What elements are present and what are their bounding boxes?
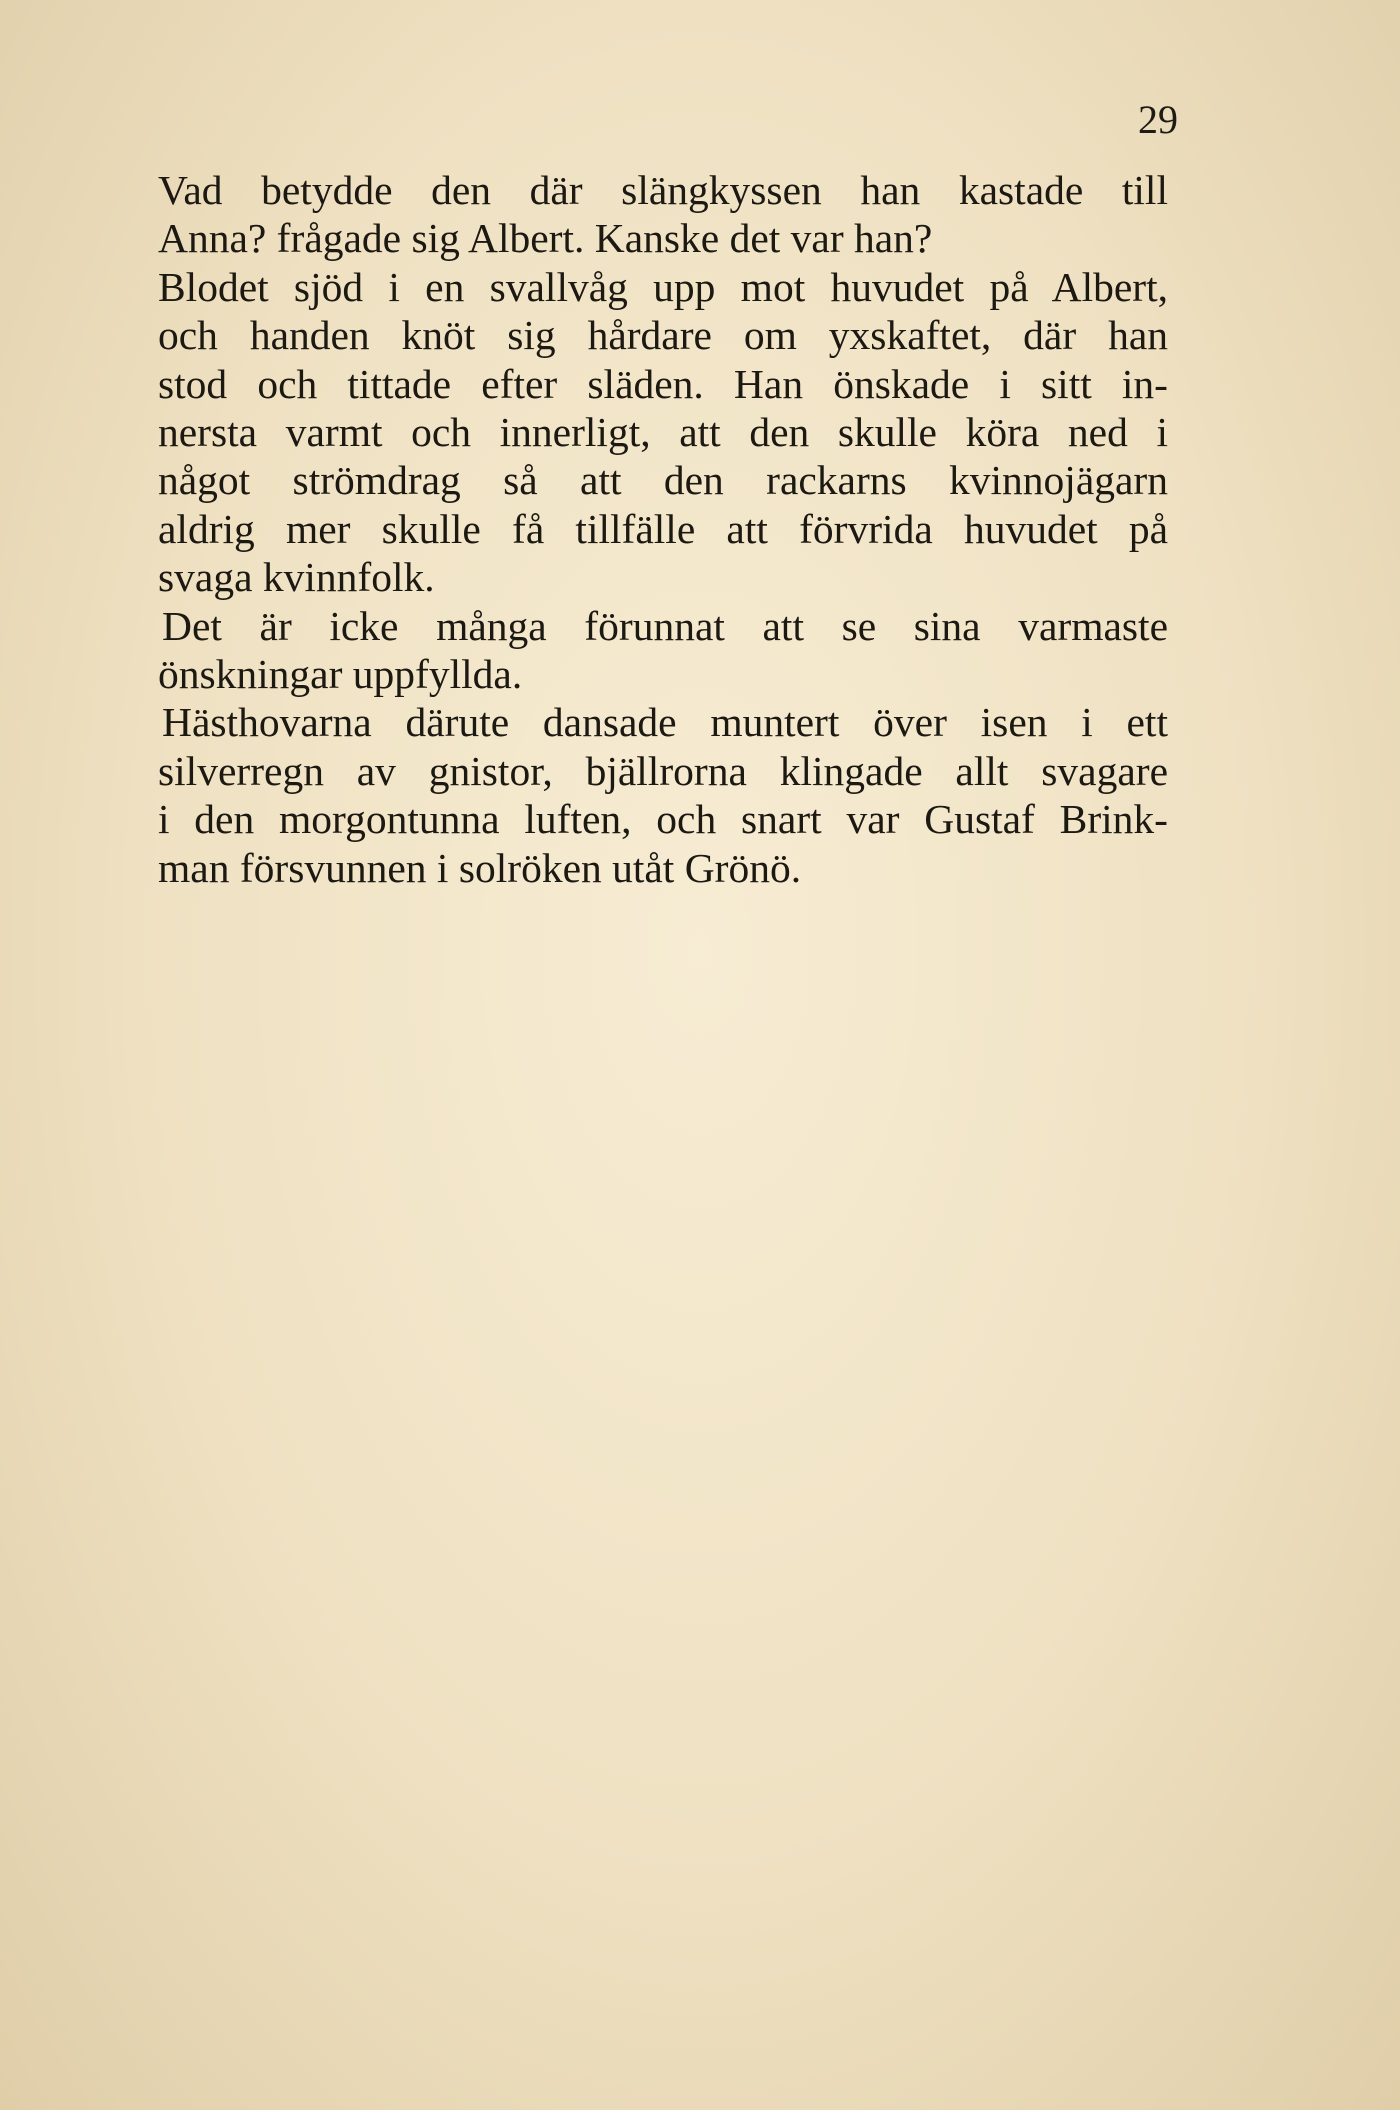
paragraph-4 [158, 698, 1168, 892]
paragraph-3 [158, 602, 1168, 699]
text-line: stod och tittade efter släden. Han önskade i sitt in- [158, 360, 1168, 407]
page-number: 29 [1138, 97, 1178, 142]
text-line: Det är icke många förunnat att se sina varmaste [162, 602, 1168, 649]
text-line: Blodet sjöd i en svallvåg upp mot huvudet på Albert, [158, 263, 1168, 310]
text-line: Hästhovarna därute dansade muntert över isen i ett [162, 699, 1168, 746]
text-line: och handen knöt sig hårdare om yxskaftet, där han [158, 312, 1168, 359]
text-line: Vad betydde den där slängkyssen han kastade till [158, 167, 1168, 213]
body-text [158, 166, 1168, 892]
text-line: något strömdrag så att den rackarns kvinnojägarn [158, 457, 1168, 504]
text-line: Anna? frågade sig Albert. Kanske det var han? [158, 215, 933, 262]
text-line: man försvunnen i solröken utåt Grönö. [158, 844, 802, 891]
text-line: önskningar uppfyllda. [158, 651, 523, 698]
text-line: svaga kvinnfolk. [158, 554, 435, 601]
text-line: i den morgontunna luften, och snart var Gustaf Brink- [158, 796, 1168, 843]
text-line: silverregn av gnistor, bjällrorna klingade allt svagare [158, 747, 1168, 794]
text-line: nersta varmt och innerligt, att den skulle köra ned i [158, 409, 1168, 456]
paragraph-2 [158, 263, 1168, 602]
paragraph-1 [158, 166, 1168, 263]
text-line: aldrig mer skulle få tillfälle att förvrida huvudet på [158, 505, 1168, 552]
